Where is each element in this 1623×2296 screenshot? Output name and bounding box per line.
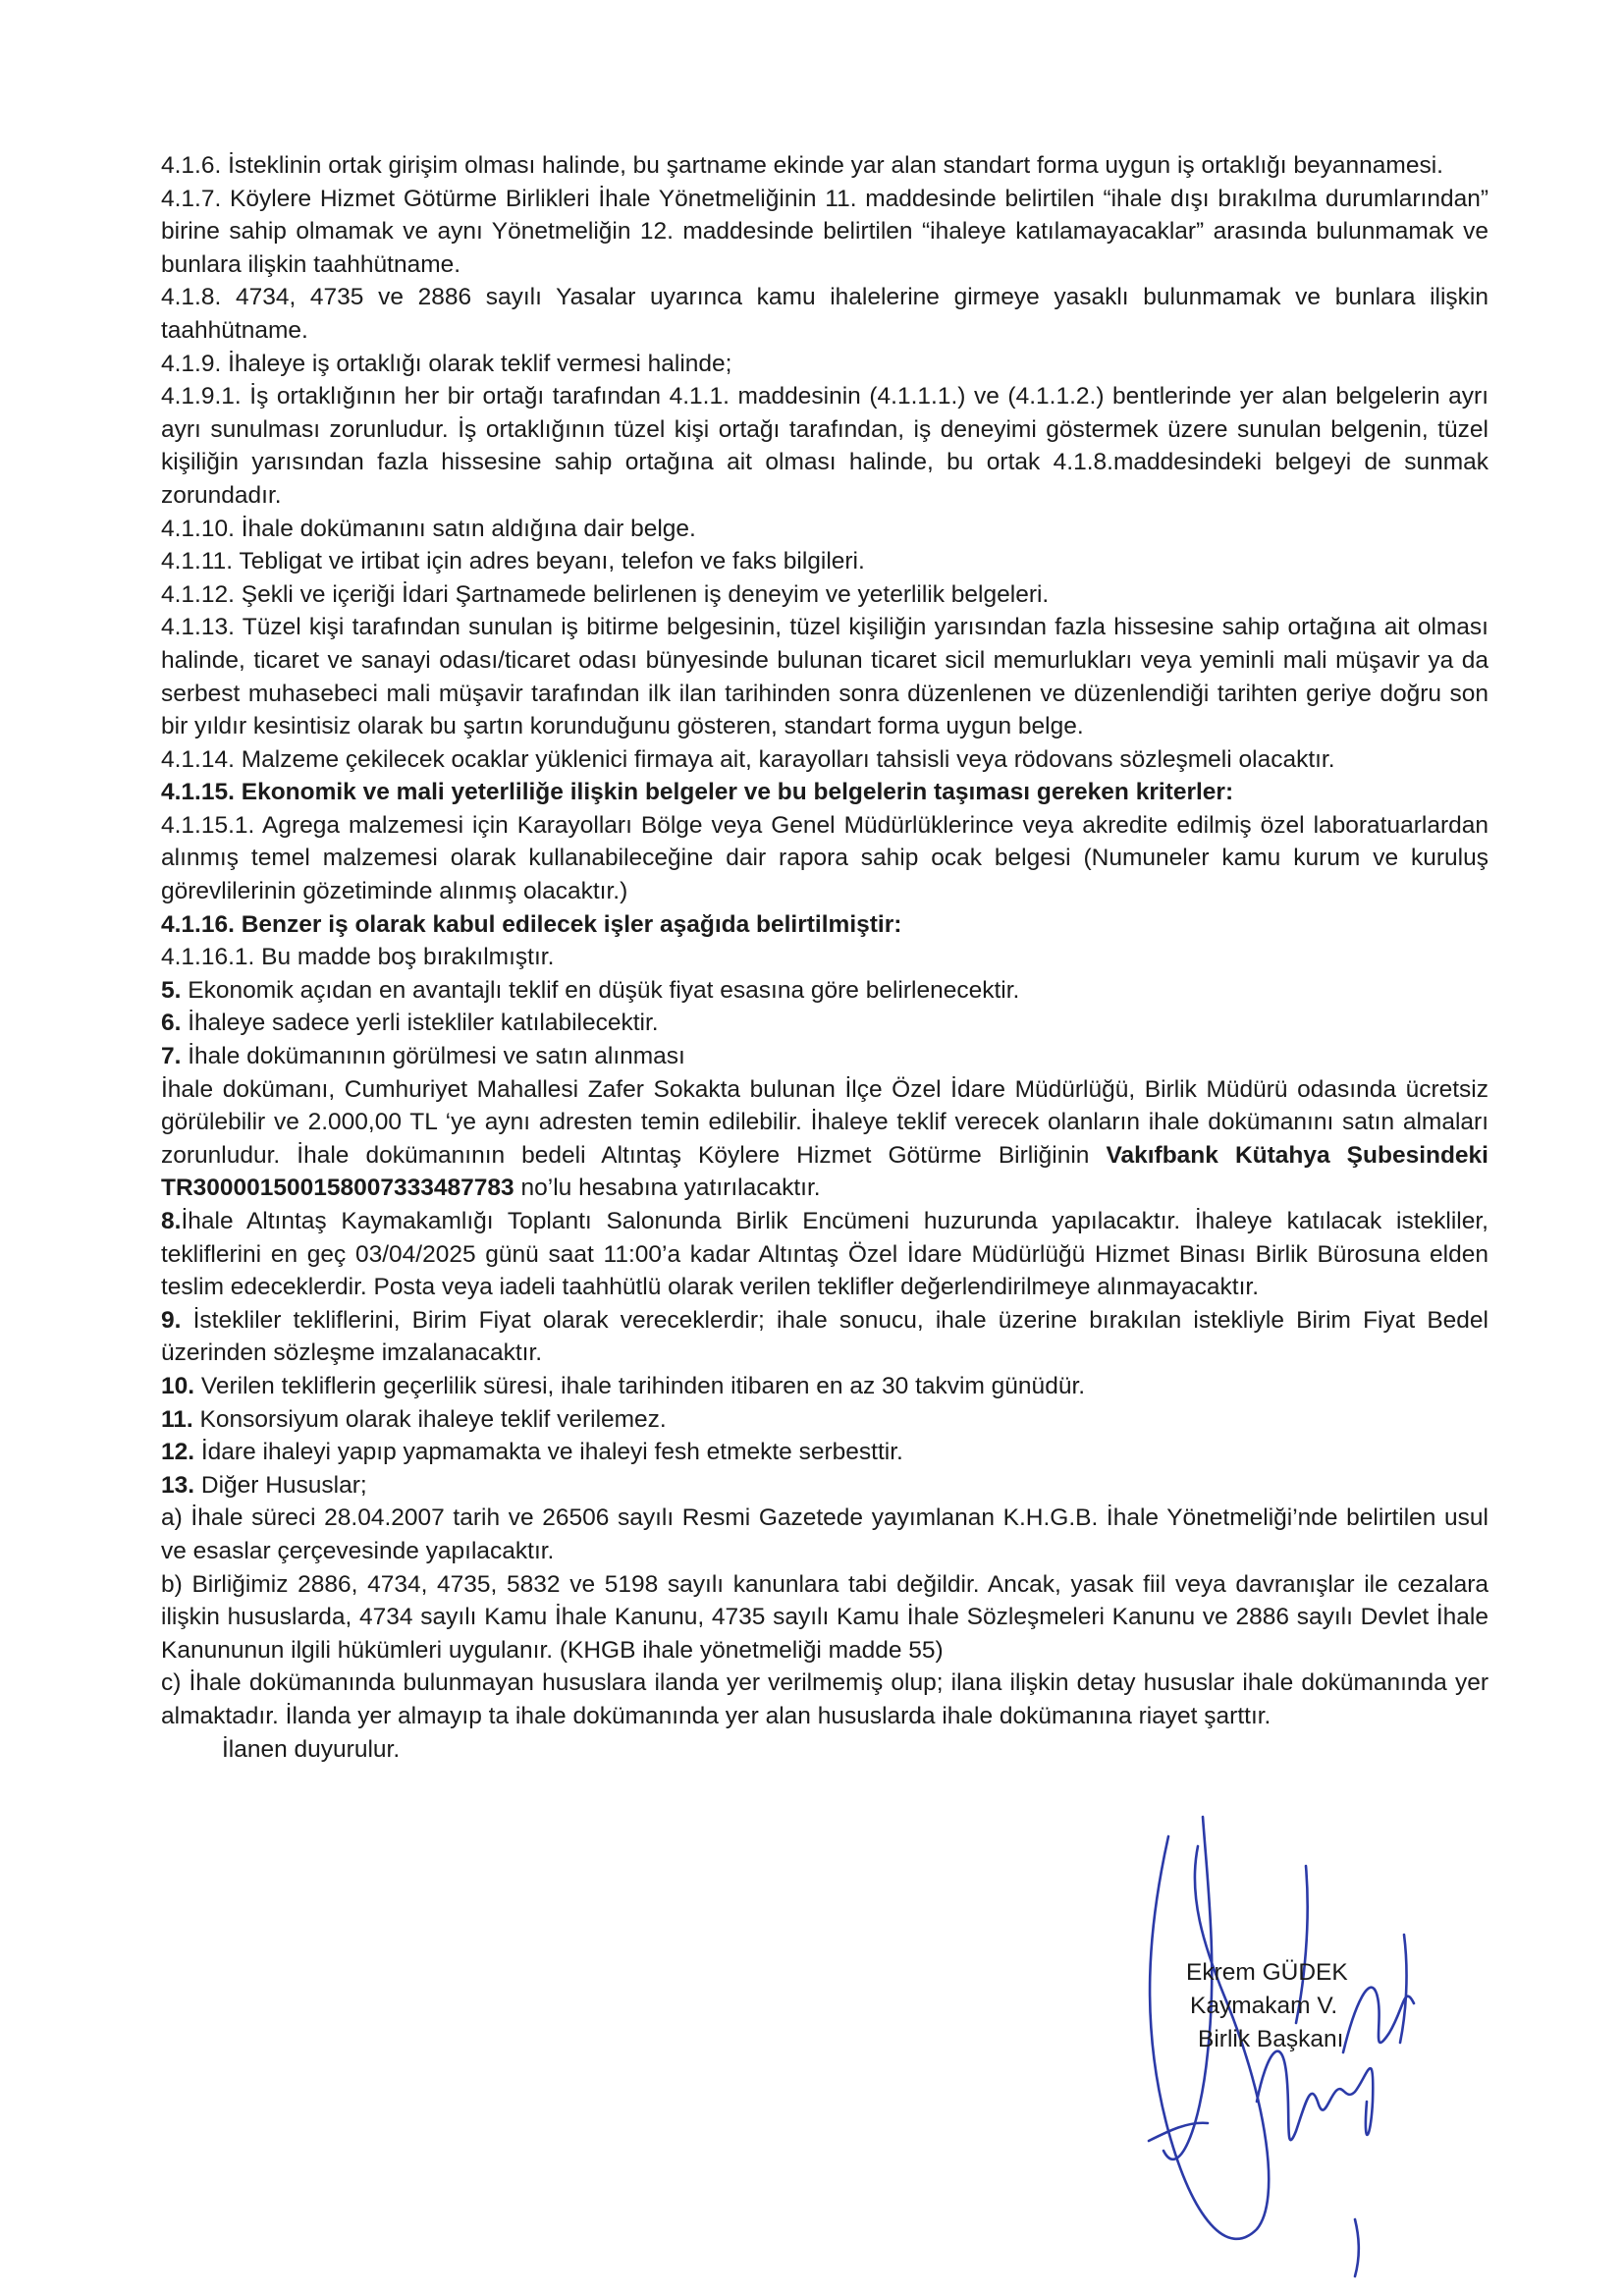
- signatory-name: Ekrem GÜDEK: [1186, 1959, 1348, 1986]
- paragraph-10: [161, 1370, 1488, 1403]
- paragraph-text: 4.1.11. Tebligat ve irtibat için adres beyanı, telefon ve faks bilgileri.: [161, 548, 865, 575]
- paragraph-4-1-16: [161, 908, 1488, 942]
- paragraph-12: [161, 1436, 1488, 1469]
- paragraph-text: 4.1.12. Şekli ve içeriği İdari Şartnamede belirlenen iş deneyim ve yeterlilik belgeleri.: [161, 580, 1050, 608]
- paragraph-4-1-13: [161, 611, 1488, 742]
- document-body: [161, 149, 1488, 1766]
- paragraph-text: İstekliler tekliflerini, Birim Fiyat olarak vereceklerdir; ihale sonucu, ihale üzerine bırakılan istekliyle Birim Fiyat Bedel üzerinden sözleşme imzalanacaktır.: [161, 1306, 1488, 1367]
- paragraph-text: İhale dokümanının görülmesi ve satın alınması: [181, 1043, 685, 1070]
- item-number: 12.: [161, 1439, 195, 1466]
- paragraph-text: 4.1.16.1. Bu madde boş bırakılmıştır.: [161, 944, 555, 971]
- paragraph-text: İlanen duyurulur.: [222, 1735, 401, 1763]
- paragraph-text: İdare ihaleyi yapıp yapmamakta ve ihaleyi fesh etmekte serbesttir.: [194, 1439, 903, 1466]
- paragraph-text: 4.1.16. Benzer iş olarak kabul edilecek işler aşağıda belirtilmiştir:: [161, 910, 902, 938]
- paragraph-text: 4.1.7. Köylere Hizmet Götürme Birlikleri İhale Yönetmeliğinin 11. maddesinde belirtilen “ihale dışı bırakılma durumlarından” birine sahip olmamak ve aynı Yönetmeliğin 12. maddesinde belirtilen “ihaleye katılamayacaklar” arasında bulunmamak ve bunlara ilişkin taahhütname.: [161, 185, 1488, 278]
- paragraph-text: 4.1.15.1. Agrega malzemesi için Karayolları Bölge veya Genel Müdürlüklerince veya akredite edilmiş özel laboratuarlardan alınmış temel malzemesi olarak kullanabileceğine dair rapora sahip ocak belgesi (Numuneler kamu kurum ve kuruluş görevlilerinin gözetiminde alınmış olacaktır.): [161, 811, 1488, 905]
- signatory-role: Birlik Başkanı: [1198, 2026, 1344, 2052]
- paragraph-segment: İhale dokümanı, Cumhuriyet Mahallesi Zafer Sokakta bulunan İlçe Özel İdare Müdürlüğü, Birlik Müdürü odasında ücretsiz görülebilir ve 2.000,00 TL ‘ye aynı adresten temin edilebilir. İhaleye teklif verecek olanların ihale dokümanını satın almaları zorunludur. İhale dokümanının bedeli Altıntaş Köylere Hizmet Götürme Birliğinin: [161, 1075, 1488, 1169]
- paragraph-4-1-6: [161, 149, 1488, 183]
- item-number: 11.: [161, 1405, 193, 1433]
- paragraph-text: 4.1.9.1. İş ortaklığının her bir ortağı tarafından 4.1.1. maddesinin (4.1.1.1.) ve (4.1.1.2.) bentlerinde yer alan belgelerin ayrı ayrı sunulması zorunludur. İş ortaklığının tüzel kişi ortağı tarafından, iş deneyimi göstermek üzere sunulan belgenin, tüzel kişiliğin yarısından fazla hissesine sahip ortağına ait olması halinde, bu ortak 4.1.8.maddesindeki belgeyi de sunmak zorundadır.: [161, 383, 1488, 509]
- paragraph-text: Konsorsiyum olarak ihaleye teklif verilemez.: [192, 1405, 667, 1433]
- paragraph-8: [161, 1205, 1488, 1304]
- paragraph-text: 4.1.15. Ekonomik ve mali yeterliliğe ilişkin belgeler ve bu belgelerin taşıması gereken kriterler:: [161, 779, 1234, 806]
- paragraph-text: 4.1.13. Tüzel kişi tarafından sunulan iş bitirme belgesinin, tüzel kişiliğin yarısından fazla hissesine sahip ortağına ait olması halinde, ticaret ve sanayi odası/ticaret odası bünyesinde bulunan ticaret sicil memurlukları veya yeminli mali müşavir ya da serbest muhasebeci mali müşavir tarafından ilk ilan tarihinden sonra düzenlenen ve düzenlendiği tarihten geriye doğru son bir yıldır kesintisiz olarak bu şartın korunduğunu gösteren, standart forma uygun belge.: [161, 614, 1488, 740]
- paragraph-text: a) İhale süreci 28.04.2007 tarih ve 26506 sayılı Resmi Gazetede yayımlanan K.H.G.B. İhale Yönetmeliği’nde belirtilen usul ve esaslar çerçevesinde yapılacaktır.: [161, 1504, 1488, 1564]
- signature-block: [1186, 1956, 1348, 2056]
- item-number: 6.: [161, 1010, 182, 1037]
- paragraph-text: Diğer Hususlar;: [194, 1471, 367, 1499]
- paragraph-4-1-9-1: [161, 380, 1488, 512]
- paragraph-7-body: [161, 1073, 1488, 1205]
- paragraph-segment: Vakıfbank Kütahya Şubesindeki TR300001500158007333487783: [161, 1141, 1488, 1202]
- paragraph-13: [161, 1469, 1488, 1503]
- paragraph-6: [161, 1007, 1488, 1040]
- paragraph-4-1-8: [161, 281, 1488, 347]
- paragraph-4-1-14: [161, 743, 1488, 777]
- paragraph-text: 4.1.8. 4734, 4735 ve 2886 sayılı Yasalar uyarınca kamu ihalelerine girmeye yasaklı bulunmamak ve bunlara ilişkin taahhütname.: [161, 284, 1488, 344]
- paragraph-4-1-10: [161, 513, 1488, 546]
- paragraph-13-a: [161, 1502, 1488, 1567]
- paragraph-13-b: [161, 1568, 1488, 1667]
- paragraph-4-1-15-1: [161, 809, 1488, 908]
- paragraph-text: c) İhale dokümanında bulunmayan hususlara ilanda yer verilmemiş olup; ilana ilişkin detay hususlar ihale dokümanında yer almaktadır. İlanda yer almayıp ta ihale dokümanında yer alan hususlarda ihale dokümanına riayet şarttır.: [161, 1669, 1488, 1729]
- paragraph-9: [161, 1304, 1488, 1370]
- paragraph-4-1-12: [161, 578, 1488, 612]
- paragraph-text: Ekonomik açıdan en avantajlı teklif en düşük fiyat esasına göre belirlenecektir.: [181, 976, 1020, 1004]
- paragraph-text: İhale Altıntaş Kaymakamlığı Toplantı Salonunda Birlik Encümeni huzurunda yapılacaktır. İhaleye katılacak istekliler, tekliflerini en geç 03/04/2025 günü saat 11:00’a kadar Altıntaş Özel İdare Müdürlüğü Hizmet Binası Birlik Bürosuna elden teslim edeceklerdir. Posta veya iadeli taahhütlü olarak verilen teklifler değerlendirilmeye alınmayacaktır.: [161, 1208, 1488, 1301]
- paragraph-4-1-9: [161, 348, 1488, 381]
- paragraph-4-1-7: [161, 183, 1488, 282]
- paragraph-text: 4.1.14. Malzeme çekilecek ocaklar yüklenici firmaya ait, karayolları tahsisli veya rödovans sözleşmeli olacaktır.: [161, 745, 1335, 773]
- item-number: 13.: [161, 1471, 195, 1499]
- paragraph-text: Verilen tekliflerin geçerlilik süresi, ihale tarihinden itibaren en az 30 takvim günüdür.: [194, 1372, 1086, 1399]
- item-number: 5.: [161, 976, 182, 1004]
- paragraph-4-1-16-1: [161, 941, 1488, 974]
- paragraph-text: b) Birliğimiz 2886, 4734, 4735, 5832 ve 5198 sayılı kanunlara tabi değildir. Ancak, yasak fiil veya davranışlar ile cezalara ilişkin hususlarda, 4734 sayılı Kamu İhale Kanunu, 4735 sayılı Kamu İhale Sözleşmeleri Kanunu ve 2886 sayılı Devlet İhale Kanununun ilgili hükümleri uygulanır. (KHGB ihale yönetmeliği madde 55): [161, 1570, 1488, 1664]
- item-number: 9.: [161, 1306, 182, 1334]
- paragraph-4-1-11: [161, 545, 1488, 578]
- signatory-title: Kaymakam V.: [1190, 1993, 1338, 2019]
- paragraph-text: 4.1.6. İsteklinin ortak girişim olması halinde, bu şartname ekinde yar alan standart forma uygun iş ortaklığı beyannamesi.: [161, 152, 1443, 179]
- paragraph-13-c: [161, 1667, 1488, 1732]
- paragraph-text: 4.1.9. İhaleye iş ortaklığı olarak teklif vermesi halinde;: [161, 350, 732, 377]
- item-number: 7.: [161, 1043, 182, 1070]
- paragraph-11: [161, 1403, 1488, 1437]
- paragraph-closing: [161, 1733, 1488, 1767]
- paragraph-segment: no’lu hesabına yatırılacaktır.: [514, 1175, 821, 1202]
- item-number: 8.: [161, 1208, 182, 1234]
- paragraph-text: 4.1.10. İhale dokümanını satın aldığına dair belge.: [161, 515, 696, 542]
- item-number: 10.: [161, 1372, 195, 1399]
- paragraph-4-1-15: [161, 776, 1488, 809]
- paragraph-text: İhaleye sadece yerli istekliler katılabilecektir.: [181, 1010, 659, 1037]
- paragraph-5: [161, 974, 1488, 1008]
- paragraph-7: [161, 1040, 1488, 1073]
